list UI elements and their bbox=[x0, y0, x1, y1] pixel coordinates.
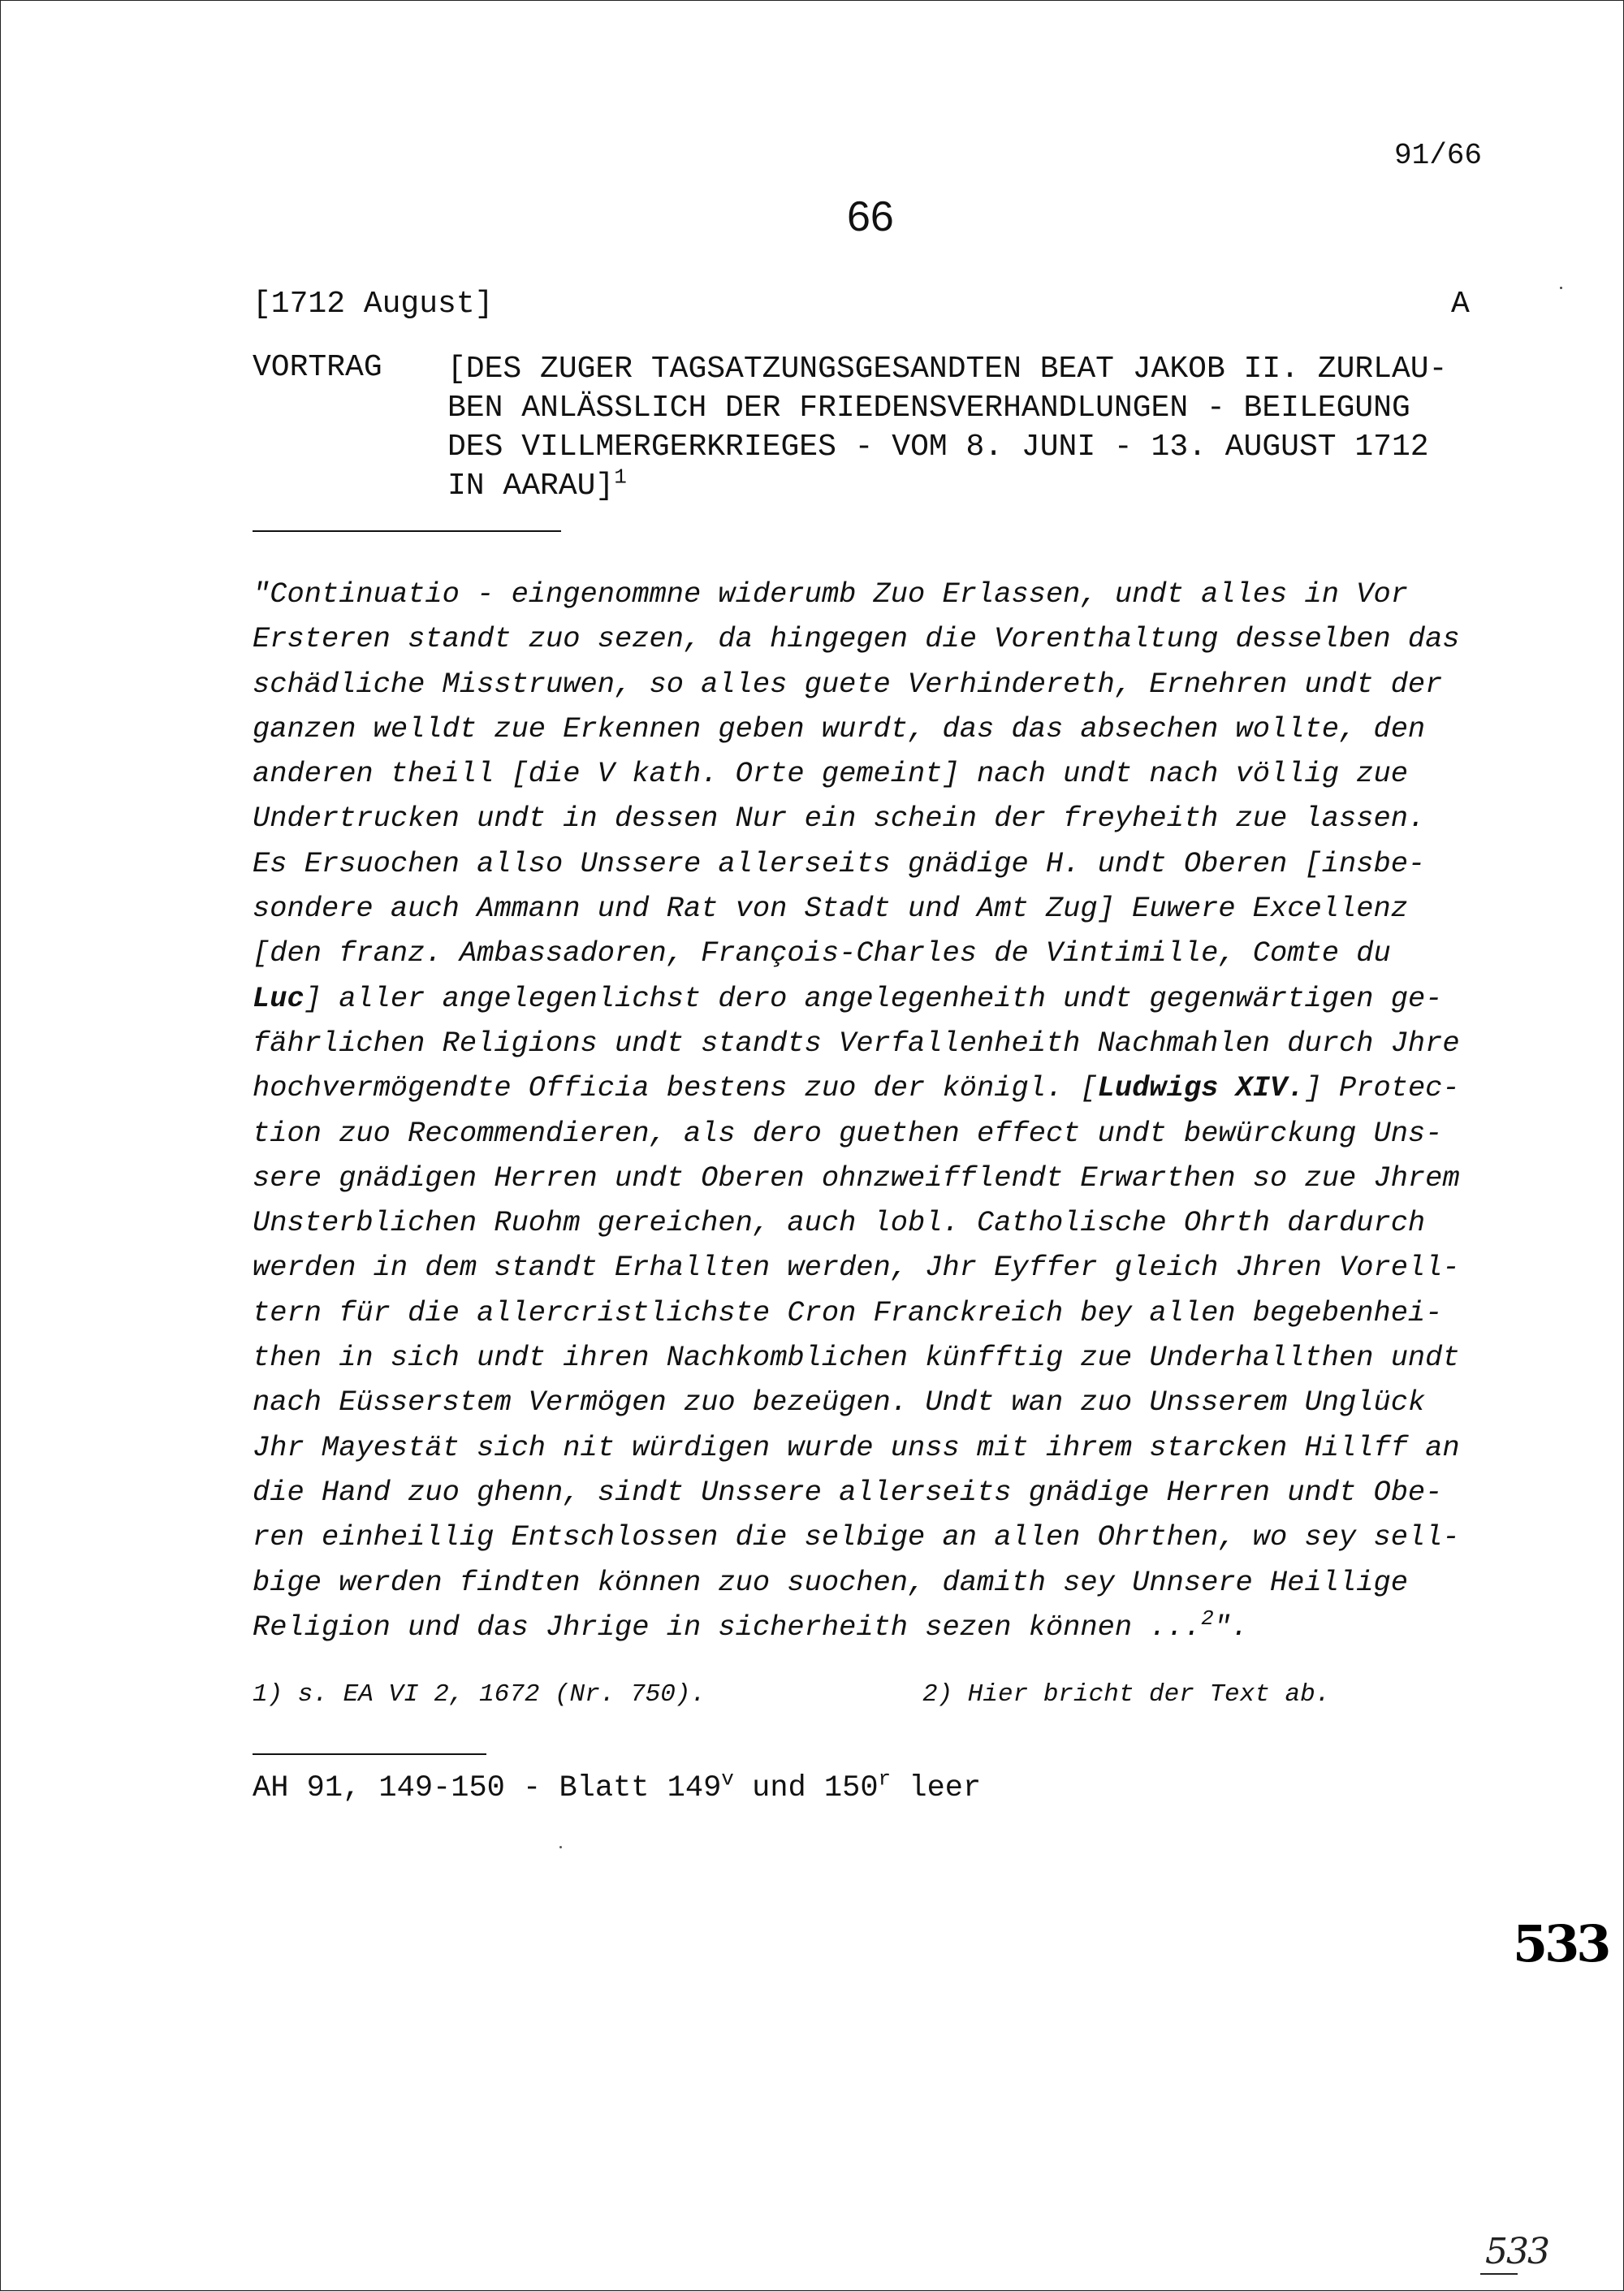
scan-speck bbox=[559, 1846, 562, 1848]
body-line: tern für die allercristlichste Cron Franckreich bey allen begebenhei- bbox=[253, 1296, 1443, 1329]
title-line-text: IN AARAU] bbox=[447, 469, 615, 504]
name-bold: Luc bbox=[253, 982, 304, 1015]
body-line bbox=[253, 1066, 1495, 1111]
source-text: und 150 bbox=[733, 1771, 879, 1805]
footnote-2: 2) Hier bricht der Text ab. bbox=[922, 1680, 1331, 1709]
body-line: Undertrucken undt in dessen Nur ein schein der freyheith zue lassen. bbox=[253, 802, 1426, 836]
title-line: BEN ANLÄSSLICH DER FRIEDENSVERHANDLUNGEN - BEILEGUNG bbox=[447, 391, 1410, 426]
name-bold: Ludwigs XIV. bbox=[1097, 1072, 1305, 1105]
body-line-text: ] Protec- bbox=[1304, 1072, 1460, 1105]
body-line: Es Ersuochen allso Unssere allerseits gnädige H. undt Oberen [insbe- bbox=[253, 847, 1426, 880]
body-line: werden in dem standt Erhallten werden, Jhr Eyffer gleich Jhren Vorell- bbox=[253, 1251, 1460, 1285]
source-reference bbox=[253, 1766, 982, 1805]
body-line: Unsterblichen Ruohm gereichen, auch lobl. Catholische Ohrth dardurch bbox=[253, 1207, 1426, 1240]
footnote-marker: 1 bbox=[614, 465, 627, 490]
body-line-text: ] aller angelegenlichst dero angelegenheith undt gegenwärtigen ge- bbox=[304, 982, 1443, 1015]
footnote-marker: 2 bbox=[1201, 1606, 1214, 1632]
body-line: bige werden findten können zuo suochen, damith sey Unnsere Heillige bbox=[253, 1566, 1408, 1599]
archive-reference: 91/66 bbox=[1394, 139, 1483, 172]
body-line bbox=[253, 977, 1495, 1022]
document-title bbox=[447, 350, 1447, 506]
title-line: [DES ZUGER TAGSATZUNGSGESANDTEN BEAT JAKOB II. ZURLAU- bbox=[447, 352, 1448, 387]
recto-mark: r bbox=[878, 1766, 892, 1792]
body-line: nach Eüsserstem Vermögen zuo bezeügen. Undt wan zuo Unsserem Unglück bbox=[253, 1386, 1426, 1420]
body-line bbox=[253, 1606, 1495, 1650]
footnote-1: 1) s. EA VI 2, 1672 (Nr. 750). bbox=[253, 1680, 706, 1709]
body-line: [den franz. Ambassadoren, François-Charles de Vintimille, Comte du bbox=[253, 937, 1391, 970]
source-text: AH 91, 149-150 - Blatt 149 bbox=[253, 1771, 722, 1805]
title-line: DES VILLMERGERKRIEGES - VOM 8. JUNI - 13. AUGUST 1712 bbox=[447, 430, 1429, 465]
classification-letter: A bbox=[1451, 287, 1470, 322]
body-line: ganzen welldt zue Erkennen geben wurdt, das das absechen wollte, den bbox=[253, 712, 1426, 746]
body-line: sere gnädigen Herren undt Oberen ohnzweifflendt Erwarthen so zue Jhrem bbox=[253, 1161, 1460, 1195]
separator-rule bbox=[253, 1753, 486, 1755]
scan-speck bbox=[1560, 287, 1562, 289]
body-line: Ersteren standt zuo sezen, da hingegen die Vorenthaltung desselben das bbox=[253, 623, 1460, 656]
document-date: [1712 August] bbox=[253, 287, 494, 322]
body-text bbox=[253, 573, 1495, 1650]
body-line-text: ". bbox=[1213, 1610, 1249, 1644]
handwritten-underline bbox=[1480, 2273, 1518, 2275]
verso-mark: v bbox=[721, 1766, 734, 1792]
separator-rule bbox=[253, 530, 561, 532]
title-label: VORTRAG bbox=[253, 350, 382, 385]
body-line: schädliche Misstruwen, so alles guete Verhindereth, Ernehren undt der bbox=[253, 668, 1443, 701]
body-line: "Continuatio - eingenommne widerumb Zuo Erlassen, undt alles in Vor bbox=[253, 578, 1408, 611]
document-number: 66 bbox=[847, 193, 894, 240]
page-stamp: 533 bbox=[1513, 1914, 1609, 1973]
body-line: anderen theill [die V kath. Orte gemeint] nach undt nach völlig zue bbox=[253, 758, 1408, 791]
body-line-text: hochvermögendte Officia bestens zuo der königl. [ bbox=[253, 1072, 1098, 1105]
body-line: die Hand zuo ghenn, sindt Unssere allerseits gnädige Herren undt Obe- bbox=[253, 1476, 1443, 1509]
body-line: then in sich undt ihren Nachkomblichen künfftig zue Underhallthen undt bbox=[253, 1342, 1460, 1375]
body-line: fährlichen Religions undt standts Verfallenheith Nachmahlen durch Jhre bbox=[253, 1027, 1460, 1060]
source-text: leer bbox=[891, 1771, 982, 1805]
handwritten-page-number: 533 bbox=[1485, 2231, 1548, 2272]
title-line bbox=[447, 467, 1447, 506]
body-line: ren einheillig Entschlossen die selbige an allen Ohrthen, wo sey sell- bbox=[253, 1521, 1460, 1554]
body-line: Jhr Mayestät sich nit würdigen wurde unss mit ihrem starcken Hillff an bbox=[253, 1431, 1460, 1464]
body-line-text: Religion und das Jhrige in sicherheith sezen können ... bbox=[253, 1610, 1202, 1644]
body-line: sondere auch Ammann und Rat von Stadt und Amt Zug] Euwere Excellenz bbox=[253, 893, 1408, 926]
body-line: tion zuo Recommendieren, als dero guethen effect undt bewürckung Uns- bbox=[253, 1117, 1443, 1150]
